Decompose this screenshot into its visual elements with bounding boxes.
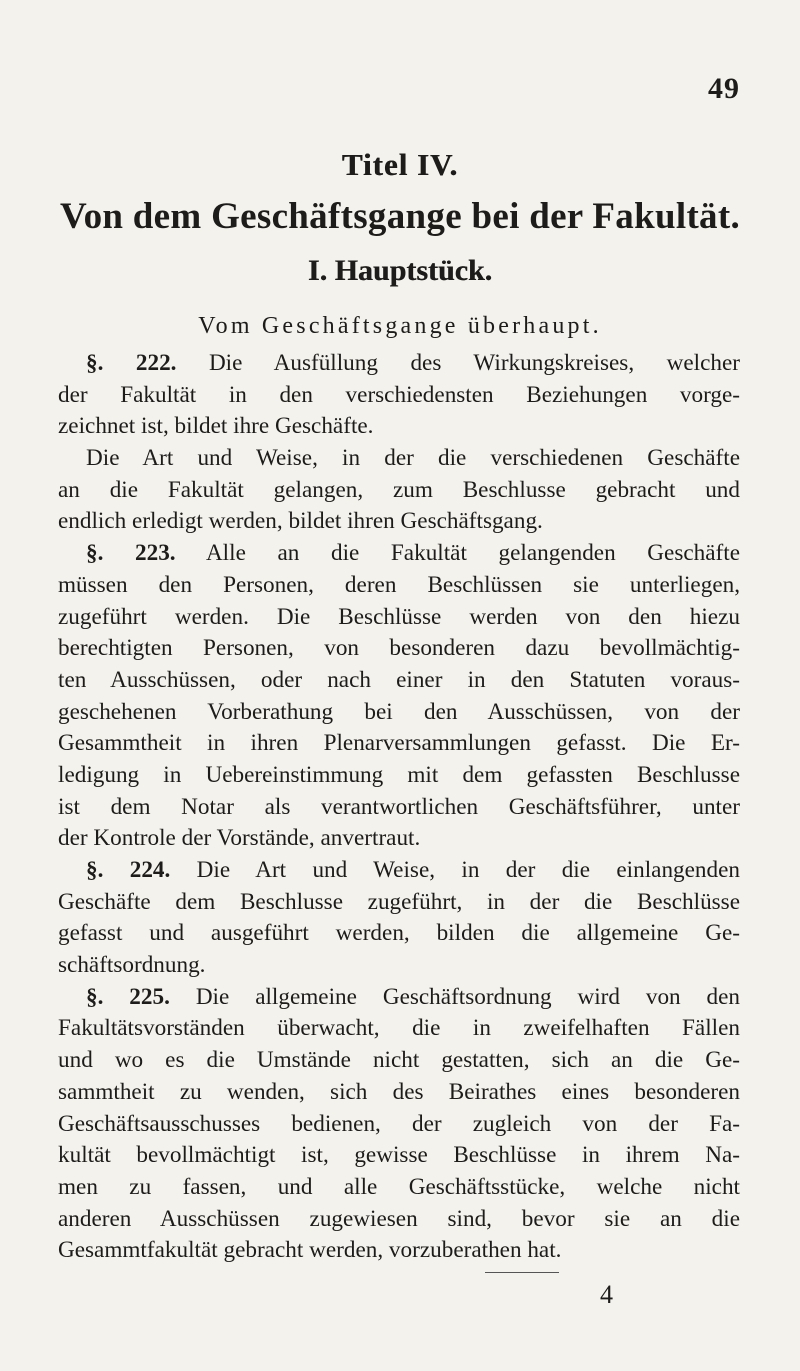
paragraph-number: §. 222. bbox=[86, 350, 177, 376]
paragraph bbox=[58, 348, 740, 443]
line-text: der Kontrole der Vorstände, anvertraut. bbox=[58, 825, 421, 852]
line-text: Geschäftsausschusses bedienen, der zugleich von der Fa- bbox=[58, 1110, 740, 1137]
line-text: anderen Ausschüssen zugewiesen sind, bevor sie an die bbox=[58, 1205, 740, 1232]
line-text: Die Art und Weise, in der die einlangenden bbox=[196, 857, 740, 883]
text-line bbox=[58, 602, 740, 634]
line-text: Gesammtfakultät gebracht werden, vorzuberathen hat. bbox=[58, 1237, 562, 1264]
text-line bbox=[58, 1077, 740, 1109]
text-line bbox=[58, 1140, 740, 1172]
line-text: geschehenen Vorberathung bei den Ausschüssen, von der bbox=[58, 698, 740, 725]
line-text: Gesammtheit in ihren Plenarversammlungen gefasst. Die Er- bbox=[58, 730, 740, 757]
text-line bbox=[58, 506, 740, 538]
text-line bbox=[58, 697, 740, 729]
text-line bbox=[58, 380, 740, 412]
text-line bbox=[58, 443, 740, 475]
line-text: an die Fakultät gelangen, zum Beschlusse gebracht und bbox=[58, 476, 740, 503]
paragraph bbox=[58, 443, 740, 538]
page-number: 49 bbox=[708, 72, 740, 105]
text-line bbox=[58, 728, 740, 760]
text-line bbox=[58, 950, 740, 982]
text-line bbox=[58, 570, 740, 602]
line-text: ist dem Notar als verantwortlichen Geschäftsführer, unter bbox=[58, 793, 740, 820]
line-text: ledigung in Uebereinstimmung mit dem gefassten Beschlusse bbox=[58, 761, 740, 788]
text-line bbox=[58, 1235, 740, 1267]
line-text: müssen den Personen, deren Beschlüssen sie unterliegen, bbox=[58, 571, 740, 598]
body-text bbox=[58, 348, 740, 1267]
paragraph-number: §. 225. bbox=[86, 983, 170, 1010]
text-line bbox=[58, 918, 740, 950]
signature-mark: 4 bbox=[600, 1280, 613, 1309]
line-text: men zu fassen, und alle Geschäftsstücke, welche nicht bbox=[58, 1173, 740, 1200]
line-text: schäftsordnung. bbox=[58, 952, 206, 979]
line-text: Die Ausfüllung des Wirkungskreises, welcher bbox=[208, 350, 740, 376]
paragraph-number: §. 223. bbox=[86, 540, 176, 567]
text-line bbox=[58, 538, 740, 570]
text-line bbox=[58, 1172, 740, 1204]
section-heading: Von dem Geschäftsgange bei der Fakultät. bbox=[59, 196, 741, 237]
text-line bbox=[58, 982, 740, 1014]
line-text: zeichnet ist, bildet ihre Geschäfte. bbox=[58, 413, 374, 440]
line-text: kultät bevollmächtigt ist, gewisse Beschlüsse in ihrem Na- bbox=[58, 1142, 740, 1169]
paragraph bbox=[58, 538, 740, 855]
line-text: Die allgemeine Geschäftsordnung wird von den bbox=[195, 983, 741, 1010]
line-text: endlich erledigt werden, bildet ihren Geschäftsgang. bbox=[58, 508, 543, 535]
chapter-heading: I. Hauptstück. bbox=[307, 254, 493, 287]
text-line bbox=[58, 823, 740, 855]
line-text: Geschäfte dem Beschlusse zugeführt, in der die Beschlüsse bbox=[58, 888, 740, 915]
line-text: sammtheit zu wenden, sich des Beirathes eines besonderen bbox=[58, 1078, 740, 1105]
text-line bbox=[58, 887, 740, 919]
paragraph bbox=[58, 855, 740, 982]
text-line bbox=[58, 348, 740, 380]
text-line bbox=[58, 855, 740, 887]
text-line bbox=[58, 760, 740, 792]
line-text: ten Ausschüssen, oder nach einer in den Statuten voraus- bbox=[58, 666, 740, 693]
line-text: Alle an die Fakultät gelangenden Geschäfte bbox=[205, 540, 740, 567]
line-text: Die Art und Weise, in der die verschiedenen Geschäfte bbox=[86, 445, 740, 472]
text-line bbox=[58, 1204, 740, 1236]
text-line bbox=[58, 633, 740, 665]
line-text: gefasst und ausgeführt werden, bilden die allgemeine Ge- bbox=[58, 920, 740, 947]
line-text: und wo es die Umstände nicht gestatten, sich an die Ge- bbox=[58, 1047, 740, 1074]
line-text: der Fakultät in den verschiedensten Beziehungen vorge- bbox=[58, 381, 740, 408]
line-text: Fakultätsvorständen überwacht, die in zweifelhaften Fällen bbox=[58, 1015, 740, 1042]
text-line bbox=[58, 665, 740, 697]
paragraph bbox=[58, 982, 740, 1267]
line-text: zugeführt werden. Die Beschlüsse werden von den hiezu bbox=[58, 603, 740, 630]
text-line bbox=[58, 1109, 740, 1141]
text-line bbox=[58, 792, 740, 824]
text-line bbox=[58, 1013, 740, 1045]
chapter-subheading: Vom Geschäftsgange überhaupt. bbox=[198, 313, 602, 339]
text-line bbox=[58, 1045, 740, 1077]
section-title: Titel IV. bbox=[341, 147, 459, 182]
paragraph-number: §. 224. bbox=[86, 857, 171, 883]
footer-rule bbox=[485, 1272, 559, 1273]
text-line bbox=[58, 475, 740, 507]
text-line bbox=[58, 411, 740, 443]
line-text: berechtigten Personen, von besonderen dazu bevollmächtig- bbox=[58, 635, 740, 662]
